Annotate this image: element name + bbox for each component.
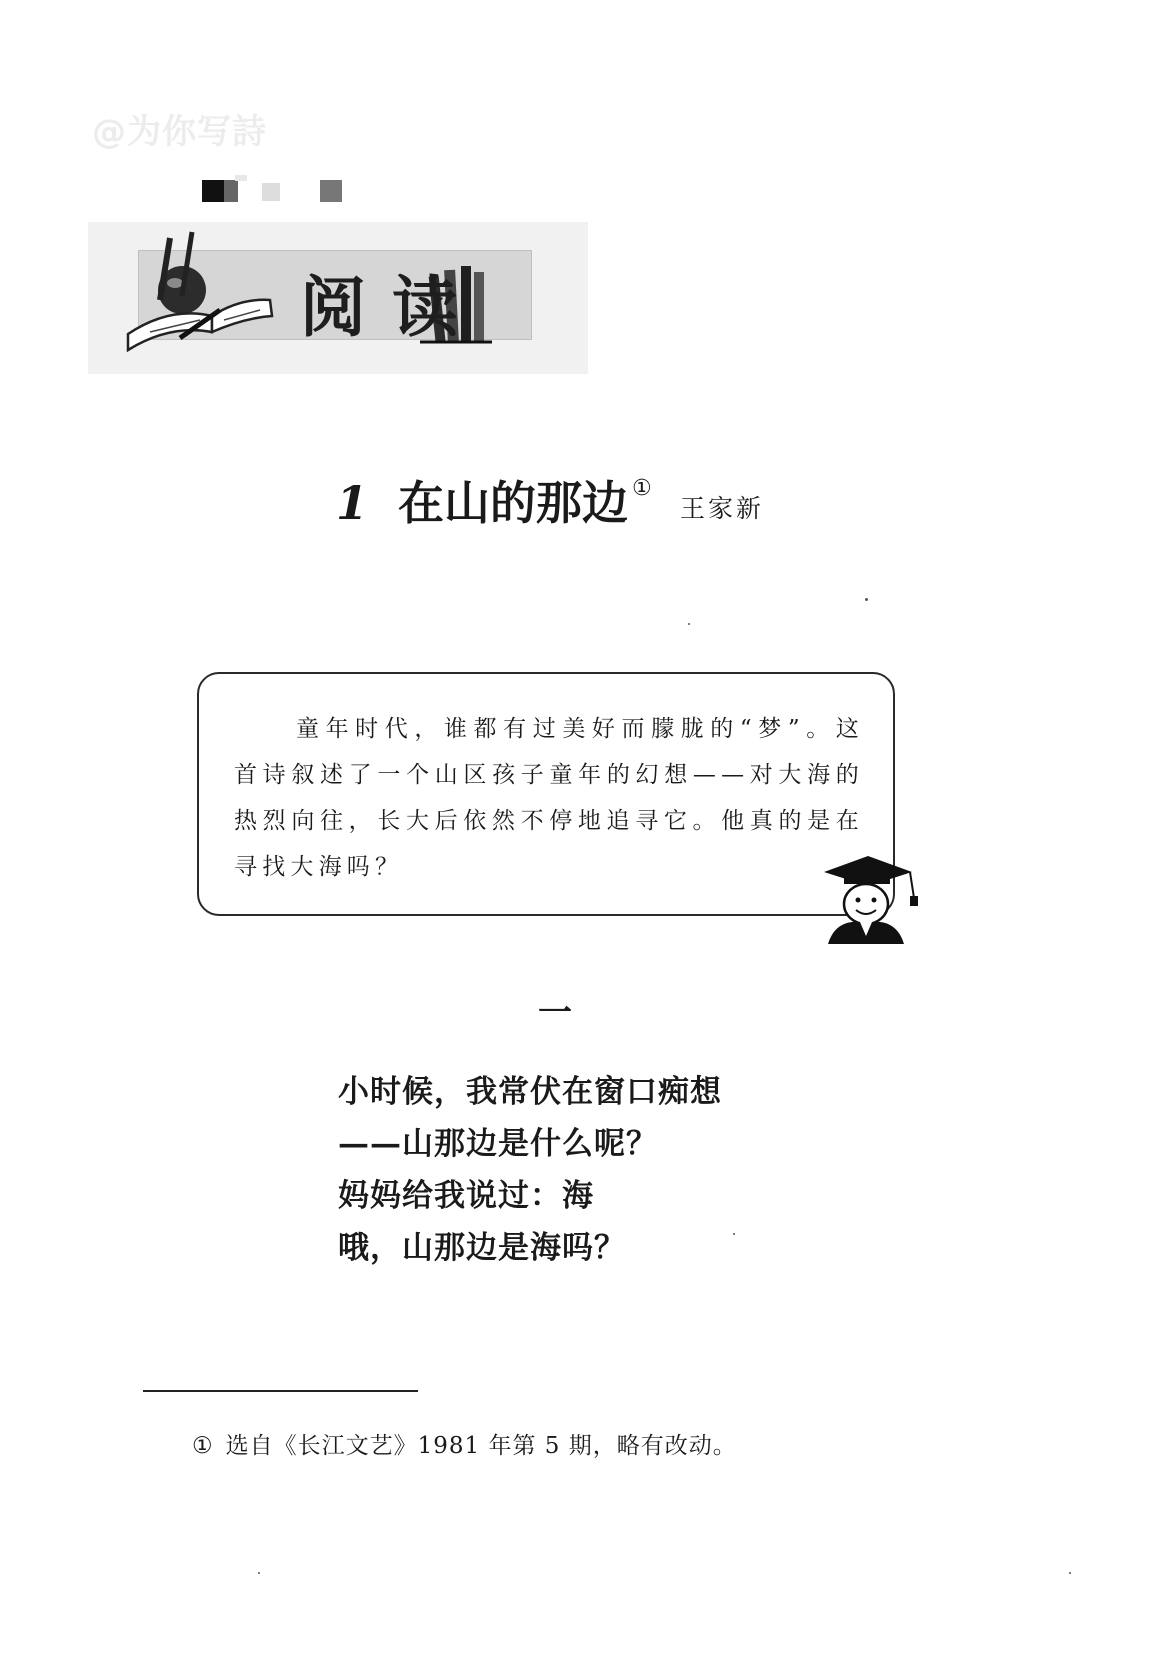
- scan-speck: [733, 1233, 735, 1235]
- scan-speck: [258, 1572, 260, 1574]
- lesson-number: 1: [336, 476, 369, 530]
- footnote-mark: ①: [192, 1433, 214, 1459]
- title-footnote-mark: ①: [632, 476, 652, 501]
- poem-stanza: [338, 1066, 722, 1274]
- poem-line: ——山那边是什么呢？: [338, 1126, 658, 1162]
- scan-speck: [865, 598, 868, 601]
- lesson-title-line: [336, 467, 652, 533]
- lesson-title: 在山的那边: [398, 476, 629, 530]
- section-number: 一: [538, 993, 572, 1033]
- footnote-text: 选自《长江文艺》1981 年第 5 期，略有改动。: [225, 1433, 737, 1459]
- poem-line: 哦，山那边是海吗？: [338, 1230, 626, 1266]
- author-name: 王家新: [680, 494, 765, 523]
- footnote: [192, 1427, 737, 1460]
- footnote-divider: [143, 1390, 418, 1392]
- watermark: @为你写詩: [92, 112, 267, 152]
- scan-speck: [1069, 1572, 1071, 1574]
- poem-line: 小时候，我常伏在窗口痴想: [338, 1074, 722, 1110]
- section-label: 阅读: [300, 268, 484, 346]
- graduate-cap-student-icon: [810, 846, 922, 944]
- intro-text: 童年时代，谁都有过美好而朦胧的“梦”。这首诗叙述了一个山区孩子童年的幻想——对大海的热烈向往，长大后依然不停地追寻它。他真的是在寻找大海吗？: [234, 716, 864, 880]
- scan-speck: [688, 623, 690, 625]
- poem-line: 妈妈给我说过：海: [338, 1178, 594, 1214]
